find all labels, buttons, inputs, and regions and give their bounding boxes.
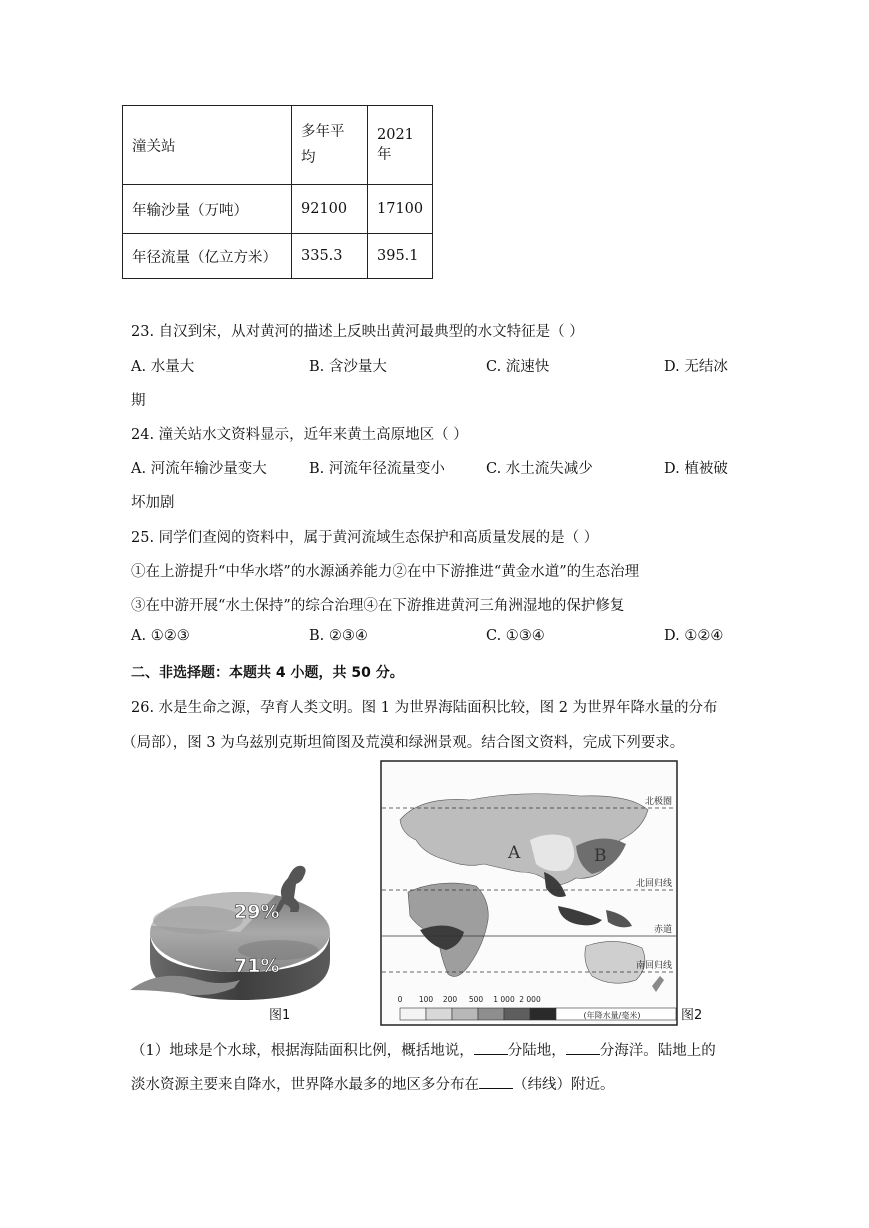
table-cell: 395.1	[368, 234, 433, 279]
table-cell: 年输沙量（万吨）	[123, 185, 292, 234]
q25-option-a: A. ①②③	[131, 628, 190, 644]
q24-stem: 24. 潼关站水文资料显示，近年来黄土高原地区（ ）	[131, 427, 468, 443]
table-row	[123, 234, 433, 279]
lat-label: 赤道	[653, 925, 672, 935]
legend-swatch	[504, 1008, 530, 1020]
legend-tick: 500	[468, 995, 484, 1004]
figure-1-caption: 图1	[269, 1008, 291, 1023]
legend-swatch	[530, 1008, 556, 1020]
q24-option-b: B. 河流年径流量变小	[309, 461, 445, 477]
q25-option-c: C. ①③④	[486, 628, 545, 644]
q26-sub1-text: 淡水资源主要来自降水，世界降水最多的地区多分布在	[131, 1077, 479, 1093]
q24-option-c: C. 水土流失减少	[486, 461, 593, 477]
lat-label: 北极圈	[644, 797, 672, 807]
table-header-row	[123, 106, 433, 185]
region-label-a: A	[508, 843, 521, 863]
answer-blank[interactable]	[566, 1042, 600, 1055]
table-header-cell: 多年平均	[292, 106, 368, 185]
q25-option-d: D. ①②④	[664, 628, 724, 644]
table-row	[123, 185, 433, 234]
q23-option-d: D. 无结冰	[664, 359, 728, 375]
q25-statement-line: ①在上游提升“中华水塔”的水源涵养能力②在中下游推进“黄金水道”的生态治理	[131, 564, 640, 580]
lat-label: 南回归线	[635, 961, 672, 971]
q25-statement-line: ③在中游开展“水土保持”的综合治理④在下游推进黄河三角洲湿地的保护修复	[131, 598, 625, 614]
q26-sub1-text: 分海洋。陆地上的	[599, 1043, 716, 1059]
q26-sub1-text: 分陆地，	[507, 1043, 566, 1059]
q23-option-d-wrap: 期	[131, 393, 146, 409]
legend-swatch	[452, 1008, 478, 1020]
answer-blank[interactable]	[474, 1042, 508, 1055]
pie-texture	[153, 906, 243, 934]
legend-tick: 100	[418, 995, 434, 1004]
legend-swatch	[426, 1008, 452, 1020]
table-header-cell: 2021年	[368, 106, 433, 185]
q26-sub1-line	[131, 1039, 716, 1060]
hydrology-table	[122, 105, 433, 279]
q24-option-d-wrap: 坏加剧	[131, 495, 175, 511]
q26-sub1-text: （纬线）附近。	[513, 1077, 615, 1093]
land-pct-label: 29%	[234, 901, 280, 923]
legend-swatch	[478, 1008, 504, 1020]
legend-tick: 200	[442, 995, 458, 1004]
lat-label: 北回归线	[635, 879, 672, 889]
figure-1-land-ocean-pie	[128, 860, 338, 1012]
q24-option-d: D. 植被破	[664, 461, 728, 477]
q23-option-c: C. 流速快	[486, 359, 550, 375]
legend-tick: 0	[397, 995, 403, 1004]
q25-stem: 25. 同学们查阅的资料中，属于黄河流域生态保护和高质量发展的是（ ）	[131, 530, 599, 546]
table-cell: 335.3	[292, 234, 368, 279]
ocean-pct-label: 71%	[234, 955, 280, 977]
q26-stem-line: （局部），图 3 为乌兹别克斯坦简图及荒漠和绿洲景观。结合图文资料，完成下列要求。	[122, 735, 685, 751]
q23-option-a: A. 水量大	[131, 359, 195, 375]
q24-option-a: A. 河流年输沙量变大	[131, 461, 267, 477]
legend-tick: 1 000	[493, 995, 515, 1004]
table-header-cell: 潼关站	[123, 106, 292, 185]
legend-unit: (年降水量/毫米)	[583, 1011, 641, 1020]
q26-stem-line: 26. 水是生命之源，孕育人类文明。图 1 为世界海陆面积比较，图 2 为世界年降水量的分布	[131, 700, 718, 716]
q25-option-b: B. ②③④	[309, 628, 368, 644]
figure-2-precipitation-map	[380, 760, 678, 1026]
region-label-b: B	[594, 846, 607, 866]
figure-2-caption: 图2	[681, 1008, 703, 1023]
table-cell: 92100	[292, 185, 368, 234]
answer-blank[interactable]	[479, 1076, 513, 1089]
table-cell: 17100	[368, 185, 433, 234]
q23-option-b: B. 含沙量大	[309, 359, 387, 375]
section-heading: 二、非选择题：本题共 4 小题，共 50 分。	[131, 665, 404, 681]
q26-sub1-text: （1）地球是个水球，根据海陆面积比例，概括地说，	[131, 1043, 474, 1059]
table-cell: 年径流量（亿立方米）	[123, 234, 292, 279]
legend-tick: 2 000	[519, 995, 541, 1004]
q23-stem: 23. 自汉到宋，从对黄河的描述上反映出黄河最典型的水文特征是（ ）	[131, 324, 584, 340]
legend-swatch	[400, 1008, 426, 1020]
q26-sub1-line	[131, 1073, 615, 1094]
